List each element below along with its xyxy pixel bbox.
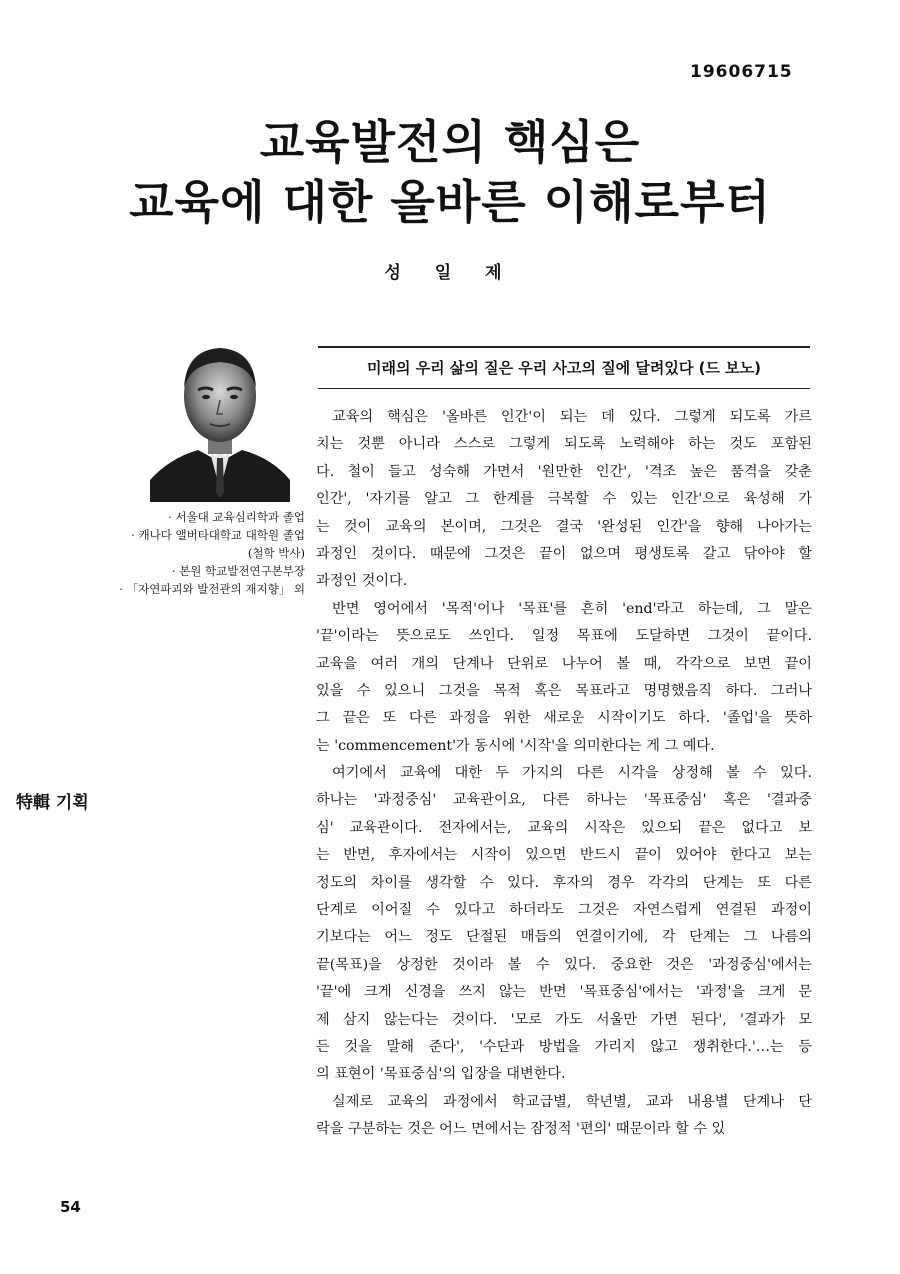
body-line: 의 표현이 '목표중심'의 입장을 대변한다.: [316, 1066, 566, 1083]
article-title-line-2: 교육에 대한 올바른 이해로부터: [129, 175, 771, 229]
body-line: '끝'에 크게 신경을 쓰지 않는 반면 '목표중심'에서는 '과정'을 크게 문: [316, 984, 812, 1001]
body-line: 끝(목표)을 상정한 것이라 볼 수 있다. 중요한 것은 '과정중심'에서는: [316, 956, 812, 973]
body-line: 반면 영어에서 '목적'이나 '목표'를 흔히 'end'라고 하는데, 그 말은: [332, 600, 812, 617]
body-line: 치는 것뿐 아니라 스스로 그렇게 되도록 노력해야 하는 것도 포함된: [316, 436, 812, 453]
bio-line: · 본원 학교발전연구본부장: [171, 564, 305, 578]
body-line: 는 반면, 후자에서는 시작이 있으면 반드시 끝이 있어야 한다고 보는: [316, 847, 812, 864]
bio-line: · 서울대 교육심리학과 졸업: [168, 510, 305, 524]
body-line: 교육을 여러 개의 단계나 단위로 나누어 볼 때, 각각으로 보면 끝이: [316, 655, 812, 672]
body-line: '끝'이라는 뜻으로도 쓰인다. 일정 목표에 도달하면 그것이 끝이다.: [316, 628, 812, 645]
article-title-line-1: 교육발전의 핵심은: [259, 115, 641, 169]
body-line: 다. 철이 들고 성숙해 가면서 '원만한 인간', '격조 높은 품격을 갖춘: [316, 463, 812, 480]
body-line: 는 'commencement'가 동시에 '시작'을 의미한다는 게 그 예다.: [316, 737, 715, 754]
page-number: 54: [60, 1198, 81, 1216]
body-line: 실제로 교육의 과정에서 학교급별, 학년별, 교과 내용별 단계나 단: [332, 1093, 812, 1110]
bio-line: · 캐나다 앨버타대학교 대학원 졸업: [131, 528, 305, 542]
document-id: 19606715: [690, 62, 793, 82]
body-line: 하나는 '과정중심' 교육관이요, 다른 하나는 '목표중심' 혹은 '결과중: [316, 792, 812, 809]
bio-line: (철학 박사): [247, 546, 305, 560]
bio-line: · 「자연파괴와 발전관의 재지향」 외: [119, 582, 305, 596]
body-line: 든 것을 말해 준다', '수단과 방법을 가리지 않고 쟁취한다.'…는 등: [316, 1038, 812, 1055]
author-photo: [150, 330, 290, 502]
body-line: 심' 교육관이다. 전자에서는, 교육의 시작은 있으되 끝은 없다고 보: [316, 819, 812, 836]
article-body: [316, 404, 812, 1144]
epigraph-quote: 미래의 우리 삶의 질은 우리 사고의 질에 달려있다 (드 보노): [318, 346, 810, 389]
body-line: 교육의 핵심은 '올바른 인간'이 되는 데 있다. 그렇게 되도록 가르: [332, 409, 812, 425]
section-label: 特輯 기획: [16, 793, 89, 813]
body-line: 인간', '자기를 알고 그 한계를 극복할 수 있는 인간'으로 육성해 가: [316, 491, 812, 508]
body-line: 여기에서 교육에 대한 두 가지의 다른 시각을 상정해 볼 수 있다.: [332, 765, 812, 782]
body-line: 단계로 이어질 수 있다고 하더라도 그것은 자연스럽게 연결된 과정이: [316, 902, 812, 919]
body-line: 제 삼지 않는다는 것이다. '모로 가도 서울만 가면 된다', '결과가 모: [316, 1011, 812, 1028]
body-line: 있을 수 있으니 그것을 목적 혹은 목표라고 명명했음직 하다. 그러나: [316, 682, 812, 699]
body-line: 정도의 차이를 생각할 수 있다. 후자의 경우 각각의 단계는 또 다른: [316, 874, 812, 891]
body-line: 락을 구분하는 것은 어느 면에서는 잠정적 '편의' 때문이라 할 수 있: [316, 1121, 726, 1138]
body-line: 과정인 것이다. 때문에 그것은 끝이 없으며 평생토록 갈고 닦아야 할: [316, 545, 812, 562]
author-bio: [70, 508, 305, 598]
author-name: 성 일 제: [384, 263, 516, 283]
body-line: 과정인 것이다.: [316, 573, 408, 590]
body-line: 는 것이 교육의 본이며, 그것은 결국 '완성된 인간'을 향해 나아가는: [316, 518, 812, 535]
body-line: 그 끝은 또 다른 과정을 위한 새로운 시작이기도 하다. '졸업'을 뜻하: [316, 710, 812, 727]
body-line: 기보다는 어느 정도 단절된 매듭의 연결이기에, 각 단계는 그 나름의: [316, 929, 812, 946]
